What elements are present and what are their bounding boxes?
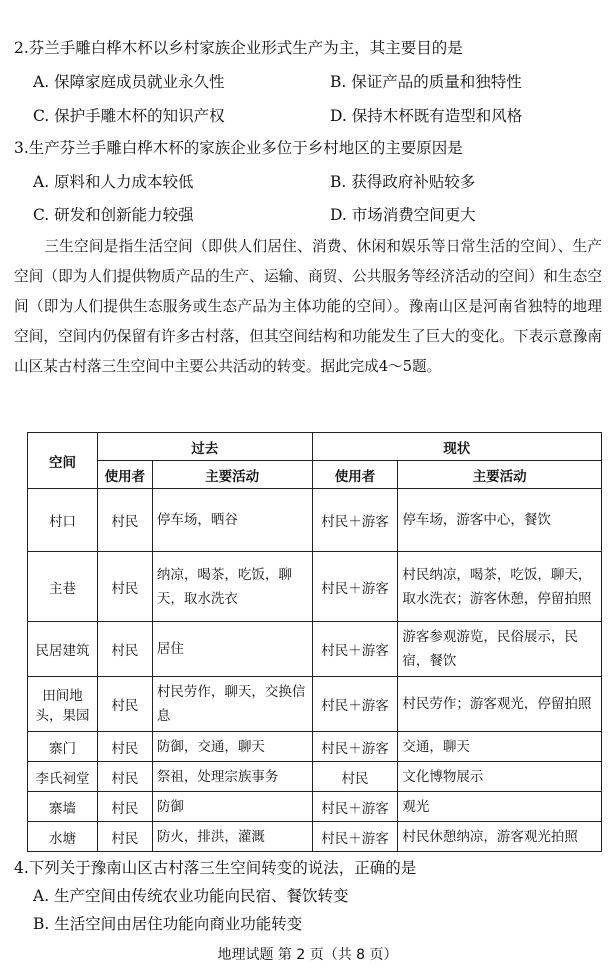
cell-now-user: 村民＋游客 [312,677,398,732]
cell-now-activity: 观光 [398,792,602,822]
header-space: 空间 [28,433,98,489]
passage-text: 三生空间是指生活空间（即供人们居住、消费、休闲和娱乐等日常生活的空间）、生产空间（即为人们提供物质产品的生产、运输、商贸、公共服务等经济活动的空间）和生态空间（即为人们提供生态服务或生态产品为主体功能的空间）。豫南山区是河南省独特的地理空间，空间内仍保留有许多古村落，但其空间结构和功能发生了巨大的变化。下表示意豫南山区某古村落三生空间中主要公共活动的转变。据此完成4～5题。 [14,238,602,375]
question-4-option-a: A. 生产空间由传统农业功能向民宿、餐饮转变 [33,887,349,905]
cell-past-activity: 祭祖，处理宗族事务 [152,762,312,792]
table-row [28,792,602,822]
cell-past-activity: 防御 [152,792,312,822]
question-3-stem: 3.生产芬兰手雕白桦木杯的家族企业多位于乡村地区的主要原因是 [14,139,463,157]
cell-space: 水塘 [28,822,98,852]
cell-now-activity: 村民纳凉，喝茶，吃饭，聊天，取水洗衣；游客休憩，停留拍照 [398,552,602,622]
question-3-option-a: A. 原料和人力成本较低 [33,173,194,191]
cell-space: 田间地头，果园 [28,677,98,732]
header-past-user: 使用者 [97,461,152,489]
cell-now-user: 村民＋游客 [312,792,398,822]
question-2-option-c: C. 保护手雕木杯的知识产权 [33,107,225,125]
cell-space: 主巷 [28,552,98,622]
cell-past-activity: 纳凉，喝茶，吃饭，聊天，取水洗衣 [152,552,312,622]
question-3-option-b: B. 获得政府补贴较多 [330,173,476,191]
cell-now-user: 村民＋游客 [312,552,398,622]
table-row [28,762,602,792]
table-row [28,677,602,732]
header-past-activity: 主要活动 [152,461,312,489]
cell-past-user: 村民 [97,762,152,792]
cell-space: 李氏祠堂 [28,762,98,792]
cell-past-activity: 防火，排洪，灌溉 [152,822,312,852]
cell-past-user: 村民 [97,792,152,822]
cell-now-activity: 村民劳作；游客观光，停留拍照 [398,677,602,732]
question-2-option-b: B. 保证产品的质量和独特性 [330,73,522,91]
table-row [28,622,602,677]
table-row [28,732,602,762]
question-2-option-a: A. 保障家庭成员就业永久性 [33,73,225,91]
cell-now-user: 村民＋游客 [312,489,398,552]
cell-now-user: 村民＋游客 [312,732,398,762]
table-row [28,489,602,552]
question-4-option-b: B. 生活空间由居住功能向商业功能转变 [33,915,303,933]
header-now: 现状 [312,433,601,461]
material-passage [14,232,602,382]
cell-space: 寨墙 [28,792,98,822]
cell-past-user: 村民 [97,552,152,622]
cell-space: 民居建筑 [28,622,98,677]
cell-past-user: 村民 [97,732,152,762]
cell-now-activity: 停车场，游客中心，餐饮 [398,489,602,552]
cell-now-activity: 文化博物展示 [398,762,602,792]
cell-now-activity: 村民休憩纳凉，游客观光拍照 [398,822,602,852]
cell-now-activity: 交通，聊天 [398,732,602,762]
question-4-stem: 4.下列关于豫南山区古村落三生空间转变的说法，正确的是 [14,859,417,877]
cell-past-user: 村民 [97,677,152,732]
table-row [28,552,602,622]
cell-past-activity: 停车场，晒谷 [152,489,312,552]
header-past: 过去 [97,433,312,461]
cell-now-user: 村民＋游客 [312,822,398,852]
cell-past-user: 村民 [97,622,152,677]
cell-now-activity: 游客参观游览，民俗展示，民宿，餐饮 [398,622,602,677]
three-life-space-table [27,432,602,852]
cell-space: 寨门 [28,732,98,762]
table-header-row [28,433,602,461]
question-3-option-d: D. 市场消费空间更大 [330,206,476,224]
question-2-option-d: D. 保持木杯既有造型和风格 [330,107,523,125]
cell-past-activity: 防御，交通，聊天 [152,732,312,762]
header-now-user: 使用者 [312,461,398,489]
table-row [28,822,602,852]
cell-past-user: 村民 [97,489,152,552]
header-now-activity: 主要活动 [398,461,602,489]
page-footer: 地理试题 第 2 页（共 8 页） [217,947,398,963]
cell-now-user: 村民＋游客 [312,622,398,677]
cell-past-activity: 村民劳作，聊天，交换信息 [152,677,312,732]
question-3-option-c: C. 研发和创新能力较强 [33,206,194,224]
question-2-stem: 2.芬兰手雕白桦木杯以乡村家族企业形式生产为主，其主要目的是 [14,39,463,57]
table-subheader-row [28,461,602,489]
cell-now-user: 村民 [312,762,398,792]
cell-past-user: 村民 [97,822,152,852]
cell-past-activity: 居住 [152,622,312,677]
cell-space: 村口 [28,489,98,552]
